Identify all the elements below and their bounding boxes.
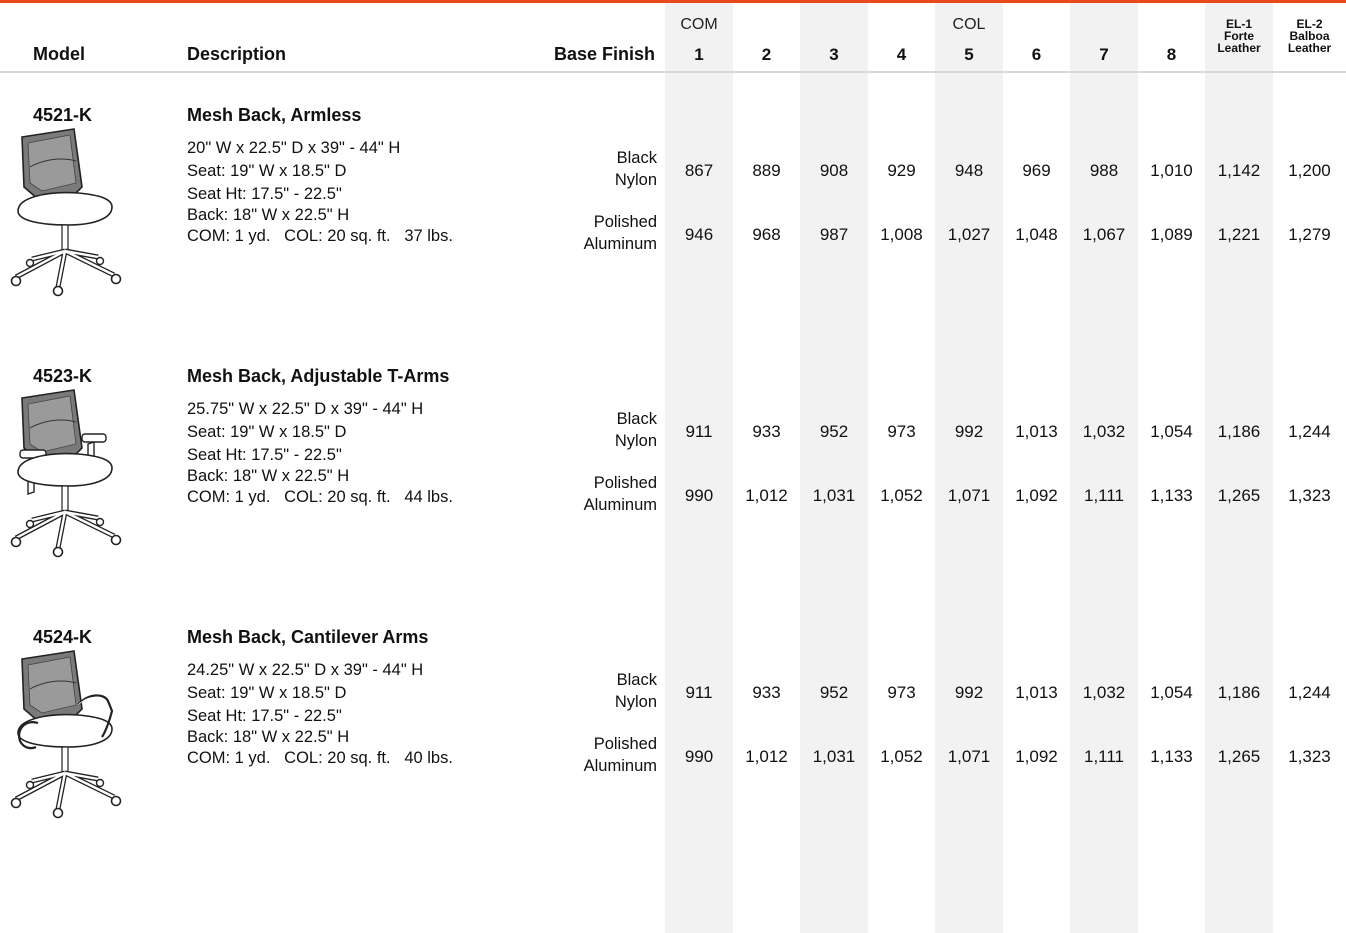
price-cell: 908 bbox=[819, 161, 849, 180]
header-model: Model bbox=[33, 44, 85, 64]
price-cell: 952 bbox=[819, 422, 849, 441]
header-el2-name: Balboa bbox=[1289, 29, 1330, 43]
price-cell: 1,244 bbox=[1288, 683, 1331, 702]
price-cell: 1,071 bbox=[947, 486, 991, 505]
finish-line2: Nylon bbox=[614, 171, 657, 189]
price-cell: 1,092 bbox=[1015, 486, 1058, 505]
price-cell: 929 bbox=[887, 161, 916, 180]
price-cell: 933 bbox=[752, 683, 781, 702]
price-cell: 1,323 bbox=[1288, 486, 1331, 505]
header-grade-3: 3 bbox=[829, 45, 839, 64]
finish-line1: Polished bbox=[593, 474, 657, 492]
price-cell: 1,012 bbox=[745, 486, 788, 505]
spec-line: COM: 1 yd. COL: 20 sq. ft. 44 lbs. bbox=[187, 488, 453, 506]
spec-line: Back: 18" W x 22.5" H bbox=[187, 467, 350, 485]
header-divider bbox=[0, 71, 1346, 73]
price-cell: 948 bbox=[954, 161, 984, 180]
price-cell: 1,008 bbox=[880, 225, 923, 244]
price-cell: 1,186 bbox=[1217, 422, 1261, 441]
price-cell: 1,133 bbox=[1150, 486, 1193, 505]
column-shade-7 bbox=[1070, 3, 1138, 933]
price-cell: 889 bbox=[752, 161, 781, 180]
price-cell: 1,031 bbox=[812, 747, 856, 766]
price-cell: 1,323 bbox=[1288, 747, 1331, 766]
price-cell: 990 bbox=[684, 486, 714, 505]
spec-line: Seat Ht: 17.5" - 22.5" bbox=[187, 446, 342, 464]
price-cell: 867 bbox=[684, 161, 714, 180]
price-cell: 933 bbox=[752, 422, 781, 441]
header-grade-8: 8 bbox=[1166, 45, 1177, 64]
price-cell: 1,032 bbox=[1082, 683, 1126, 702]
price-cell: 1,013 bbox=[1015, 422, 1058, 441]
header-grade-7: 7 bbox=[1099, 45, 1109, 64]
spec-line: Seat: 19" W x 18.5" D bbox=[187, 423, 347, 441]
spec-line: Back: 18" W x 22.5" H bbox=[187, 206, 350, 224]
spec-line: Seat: 19" W x 18.5" D bbox=[187, 684, 347, 702]
header-base-finish: Base Finish bbox=[554, 44, 656, 64]
price-cell: 988 bbox=[1089, 161, 1119, 180]
price-cell: 946 bbox=[684, 225, 714, 244]
armless-office-chair-icon bbox=[8, 127, 133, 307]
finish-line2: Aluminum bbox=[583, 235, 657, 253]
price-cell: 992 bbox=[954, 422, 984, 441]
price-cell: 1,067 bbox=[1082, 225, 1126, 244]
finish-line2: Aluminum bbox=[583, 496, 657, 514]
spec-line: Seat Ht: 17.5" - 22.5" bbox=[187, 185, 342, 203]
price-cell: 1,279 bbox=[1288, 225, 1331, 244]
price-cell: 1,027 bbox=[947, 225, 991, 244]
price-cell: 911 bbox=[685, 422, 713, 441]
finish-line1: Polished bbox=[593, 735, 657, 753]
finish-line1: Polished bbox=[593, 213, 657, 231]
header-el2 bbox=[1273, 18, 1346, 54]
price-cell: 1,265 bbox=[1217, 747, 1261, 766]
finish-line1: Black bbox=[616, 671, 657, 689]
product-title: Mesh Back, Armless bbox=[187, 105, 362, 125]
price-cell: 1,111 bbox=[1083, 486, 1125, 505]
price-cell: 987 bbox=[819, 225, 849, 244]
cantilever-arm-office-chair-icon bbox=[8, 649, 133, 829]
model-number: 4521-K bbox=[33, 105, 93, 125]
header-grade-2: 2 bbox=[761, 45, 772, 64]
spec-line: COM: 1 yd. COL: 20 sq. ft. 40 lbs. bbox=[187, 749, 453, 767]
header-el1-name: Forte bbox=[1224, 29, 1254, 43]
spec-line: Seat Ht: 17.5" - 22.5" bbox=[187, 707, 342, 725]
price-cell: 1,032 bbox=[1082, 422, 1126, 441]
price-cell: 1,052 bbox=[880, 747, 923, 766]
price-cell: 1,012 bbox=[745, 747, 788, 766]
price-cell: 1,031 bbox=[812, 486, 856, 505]
header-com-label: COM bbox=[680, 16, 718, 33]
price-cell: 1,265 bbox=[1217, 486, 1261, 505]
header-el1-code: EL-1 bbox=[1225, 17, 1252, 31]
header-grade-6: 6 bbox=[1031, 45, 1042, 64]
price-cell: 1,054 bbox=[1150, 422, 1193, 441]
header-description: Description bbox=[187, 44, 287, 64]
column-shade-3 bbox=[800, 3, 868, 933]
column-shade-el1 bbox=[1205, 3, 1273, 933]
price-cell: 1,013 bbox=[1015, 683, 1058, 702]
price-cell: 990 bbox=[684, 747, 714, 766]
header-el2-material: Leather bbox=[1287, 41, 1332, 55]
header-el1-material: Leather bbox=[1217, 41, 1261, 55]
spec-line: COM: 1 yd. COL: 20 sq. ft. 37 lbs. bbox=[187, 227, 453, 245]
price-cell: 1,010 bbox=[1150, 161, 1193, 180]
product-title: Mesh Back, Adjustable T-Arms bbox=[187, 366, 450, 386]
price-cell: 992 bbox=[954, 683, 984, 702]
finish-line2: Nylon bbox=[614, 693, 657, 711]
header-grade-5: 5 bbox=[964, 45, 974, 64]
price-cell: 973 bbox=[887, 422, 916, 441]
finish-line1: Black bbox=[616, 149, 657, 167]
price-cell: 968 bbox=[752, 225, 781, 244]
price-cell: 911 bbox=[685, 683, 713, 702]
t-arm-office-chair-icon bbox=[8, 388, 133, 568]
price-cell: 1,048 bbox=[1015, 225, 1058, 244]
price-cell: 1,186 bbox=[1217, 683, 1261, 702]
price-cell: 969 bbox=[1022, 161, 1051, 180]
model-number: 4523-K bbox=[33, 366, 93, 386]
price-cell: 973 bbox=[887, 683, 916, 702]
header-el2-code: EL-2 bbox=[1296, 17, 1323, 31]
column-shade-5 bbox=[935, 3, 1003, 933]
spec-line: 20" W x 22.5" D x 39" - 44" H bbox=[187, 139, 401, 157]
product-title: Mesh Back, Cantilever Arms bbox=[187, 627, 429, 647]
price-cell: 1,071 bbox=[947, 747, 991, 766]
spec-line: Seat: 19" W x 18.5" D bbox=[187, 162, 347, 180]
finish-line1: Black bbox=[616, 410, 657, 428]
price-cell: 1,133 bbox=[1150, 747, 1193, 766]
finish-line2: Aluminum bbox=[583, 757, 657, 775]
spec-line: Back: 18" W x 22.5" H bbox=[187, 728, 350, 746]
header-grade-1: 1 bbox=[694, 45, 704, 64]
price-cell: 1,092 bbox=[1015, 747, 1058, 766]
price-cell: 1,142 bbox=[1217, 161, 1261, 180]
price-cell: 1,111 bbox=[1083, 747, 1125, 766]
price-cell: 952 bbox=[819, 683, 849, 702]
header-el1 bbox=[1205, 18, 1273, 54]
header-col-label: COL bbox=[952, 16, 986, 33]
price-cell: 1,052 bbox=[880, 486, 923, 505]
price-cell: 1,089 bbox=[1150, 225, 1193, 244]
spec-line: 24.25" W x 22.5" D x 39" - 44" H bbox=[187, 661, 424, 679]
price-cell: 1,221 bbox=[1217, 225, 1261, 244]
header-grade-4: 4 bbox=[896, 45, 907, 64]
price-cell: 1,244 bbox=[1288, 422, 1331, 441]
column-shade-1 bbox=[665, 3, 733, 933]
spec-line: 25.75" W x 22.5" D x 39" - 44" H bbox=[187, 400, 424, 418]
price-cell: 1,200 bbox=[1288, 161, 1331, 180]
finish-line2: Nylon bbox=[614, 432, 657, 450]
price-cell: 1,054 bbox=[1150, 683, 1193, 702]
model-number: 4524-K bbox=[33, 627, 93, 647]
